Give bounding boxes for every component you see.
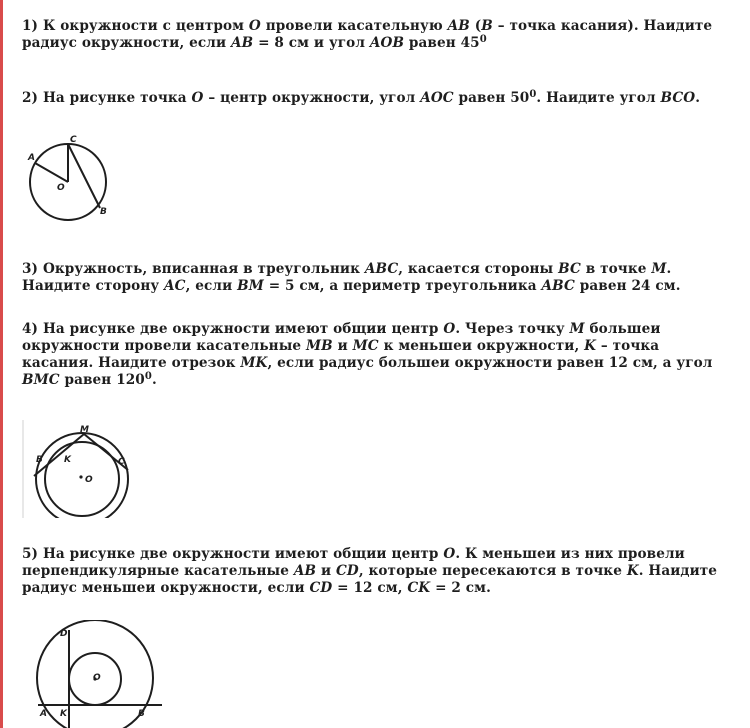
fig4-center-point (79, 475, 82, 478)
fig5-label-k: K (60, 709, 67, 719)
task-4: 4) На рисунке две окружности имеют общии центр O. Через точку M большеи окружности провели касательные MB и MC к меньшеи окружности, K – точка касания. Наидите отрезок MK, если радиус большеи окружности равен 12 см, а угол BMC равен $120^0$. (22, 321, 713, 388)
fig4-label-m: M (80, 425, 89, 435)
fig5-label-d: D (60, 629, 68, 639)
task-5: 5) На рисунке две окружности имеют общии центр O. К меньшеи из них провели перпендикулярные касательные AB и CD, которые пересекаются в точке K. Наидите радиус меньшеи окружности, если CD = 12 см, CK = 2 см. (22, 546, 718, 596)
fig2-label-a: A (28, 153, 35, 163)
fig4-outer-circle (36, 433, 128, 518)
fig4-label-o: O (85, 475, 93, 485)
fig4-label-k: K (64, 455, 71, 465)
task-1: 1) К окружности с центром O провели касательную AB (B – точка касания). Наидите радиус окружности, если AB = 8 см и угол AOB равен $45^0$ (22, 18, 713, 51)
fig2-line-cb (68, 144, 100, 208)
fig4-label-c: C (118, 457, 125, 467)
page-left-border (0, 0, 3, 728)
figure-4 (22, 420, 134, 518)
fig2-label-c: C (70, 135, 77, 145)
figure-2 (24, 132, 124, 232)
fig2-line-ao (35, 163, 68, 182)
task-2: 2) На рисунке точка O – центр окружности, угол AOC равен $50^0$. Наидите угол BCO. (22, 89, 701, 106)
fig5-label-b: B (138, 709, 145, 719)
fig2-label-o: O (57, 183, 65, 193)
figure-5 (30, 620, 170, 728)
fig5-label-a: A (40, 709, 47, 719)
task-3: 3) Окружность, вписанная в треугольник ABC, касается стороны BC в точке M. Наидите сторону AC, если BM = 5 см, а периметр треугольника ABC равен 24 см. (22, 261, 681, 294)
fig5-label-o: O (93, 673, 101, 683)
fig2-label-b: B (100, 207, 107, 217)
fig4-label-b: B (36, 455, 43, 465)
